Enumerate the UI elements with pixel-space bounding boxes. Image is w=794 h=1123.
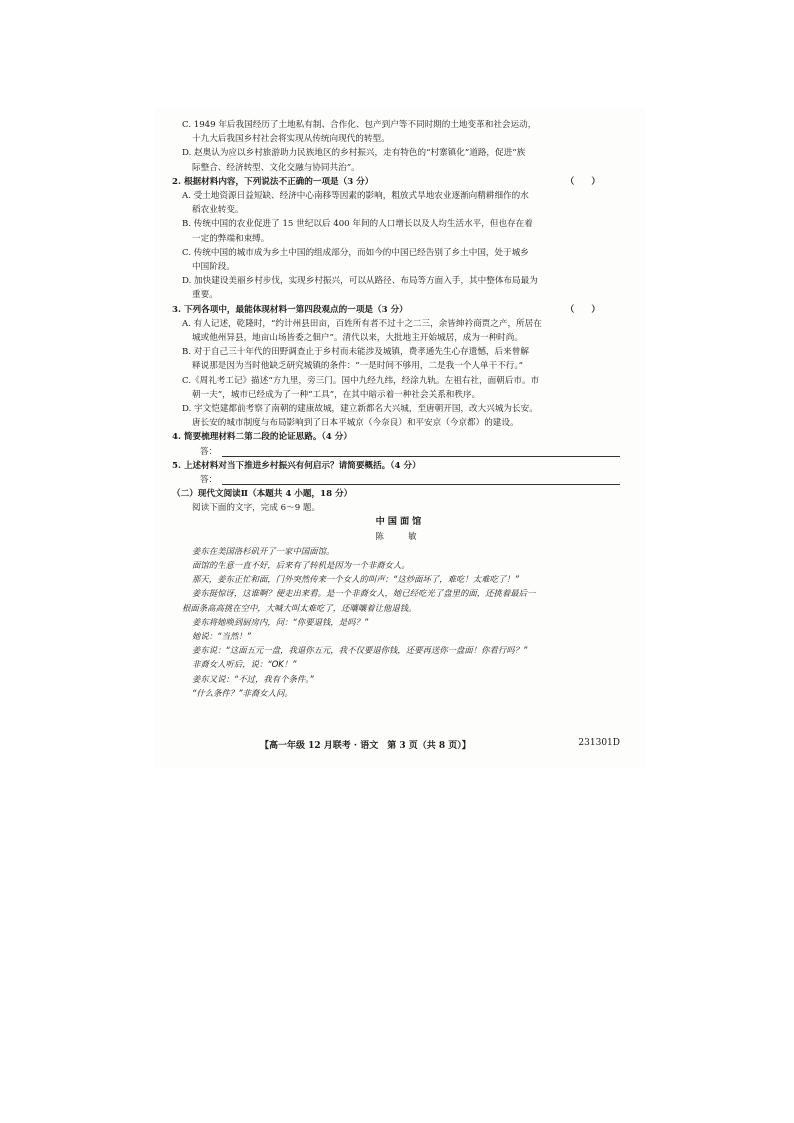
story-title: 中国面馆 xyxy=(375,516,425,528)
story-paragraph: 根面条高高挑在空中，大喊大叫太难吃了，还嚷嚷着让他退钱。 xyxy=(182,602,417,613)
text-line: 际整合、经济转型、文化交融与协同共治”。 xyxy=(192,162,360,173)
question-3-stem xyxy=(170,303,630,317)
answer-bracket: （ ） xyxy=(565,176,600,187)
answer-rule xyxy=(222,456,620,457)
question-3-options xyxy=(170,317,630,431)
text-line: C.《周礼考工记》描述“方九里，旁三门。国中九经九纬，经涂九轨。左祖右社，面朝后市。市 xyxy=(182,375,540,386)
question-5-answer-line[interactable] xyxy=(170,473,630,487)
answer-rule xyxy=(222,484,620,485)
question-3-text: 3. 下列各项中，最能体现材料一第四段观点的一项是（3 分） xyxy=(172,304,408,315)
answer-bracket: （ ） xyxy=(565,304,600,315)
text-line: 稻农业转变。 xyxy=(192,205,244,216)
story-paragraph: “什么条件？”非裔女人问。 xyxy=(192,687,293,698)
text-line: B. 对于自己三十年代的田野调查止于乡村而未能涉及城镇，费孝通先生心存遗憾，后来曾解 xyxy=(182,347,529,358)
text-line: C. 传统中国的城市成为乡土中国的组成部分，而如今的中国已经告别了乡土中国，处于城乡 xyxy=(182,247,529,258)
question-5-stem: 5. 上述材料对当下推进乡村振兴有何启示？请简要概括。（4 分） xyxy=(172,460,421,471)
text-line: A. 受土地资源日益短缺、经济中心南移等因素的影响，粗放式旱地农业逐渐向精耕细作的水 xyxy=(182,191,529,202)
text-line: D. 宇文恺建都前考察了南朝的建康故城，建立新都名大兴城，至唐朝开国，改大兴城为长安。 xyxy=(182,404,538,415)
question-1-options-cd xyxy=(170,118,630,175)
section-2-heading: （二）现代文阅读Ⅱ（本题共 4 小题，18 分） xyxy=(172,488,353,499)
text-line: D. 加快建设美丽乡村步伐，实现乡村振兴，可以从路径、布局等方面入手，其中整体布局最为 xyxy=(182,276,538,287)
text-line: 十九大后我国乡村社会将实现从传统向现代的转型。 xyxy=(192,134,390,145)
text-line: B. 传统中国的农业促进了 15 世纪以后 400 年间的人口增长以及人均生活水平，但也存在着 xyxy=(182,219,533,230)
question-2-text: 2. 根据材料内容，下列说法不正确的一项是（3 分） xyxy=(172,176,374,187)
text-line: 释说那是因为当时他缺乏研究城镇的条件：“一是时间不够用，二是我一个人单干不行。” xyxy=(192,361,524,372)
story-paragraph: 非裔女人听后，说：“OK！” xyxy=(192,659,297,670)
question-2-stem xyxy=(170,175,630,189)
text-line: 重要。 xyxy=(192,290,218,301)
text-line: 朝一夫”，城市已经成为了一种“工具”，在其中暗示着一种社会关系和秩序。 xyxy=(192,389,481,400)
story-paragraph: 那天，姜东正忙和面，门外突然传来一个女人的叫声：“这炒面坏了，难吃！太难吃了！” xyxy=(192,574,519,585)
story-body xyxy=(170,544,630,700)
text-line: 中国阶段。 xyxy=(192,262,235,273)
section-2-instruction: 阅读下面的文字，完成 6～9 题。 xyxy=(192,503,321,514)
question-2-options xyxy=(170,189,630,303)
story-author: 陈 敏 xyxy=(375,531,425,542)
answer-label: 答： xyxy=(200,446,218,457)
text-line: 一定的弊端和束缚。 xyxy=(192,233,270,244)
text-line: D. 赵奥认为应以乡村旅游助力民族地区的乡村振兴，走有特色的“村寨镇化”道路，促进“族 xyxy=(182,148,526,159)
story-paragraph: 面馆的生意一直不好，后来有了转机是因为一个非裔女人。 xyxy=(192,559,410,570)
story-paragraph: 姜东将她唤到厨房内，问：“你要退钱，是吗？” xyxy=(192,616,369,627)
question-4-stem: 4. 简要梳理材料二第二段的论证思路。（4 分） xyxy=(172,432,352,443)
text-line: C. 1949 年后我国经历了土地私有制、合作化、包产到户等不同时期的土地变革和社会运动， xyxy=(182,120,537,130)
story-paragraph: 姜东又说：“不过，我有个条件。” xyxy=(192,673,314,684)
footer-label: 【高一年级 12 月联考 · 语文 第 3 页（共 8 页）】 xyxy=(260,741,471,751)
story-paragraph: 她说：“当然！” xyxy=(192,630,251,641)
question-4-answer-line[interactable] xyxy=(170,445,630,459)
exam-content xyxy=(170,118,630,700)
text-line: 城或他州异县，地亩山场皆委之佃户”。清代以来，大批地主开始城居，成为一种时尚。 xyxy=(192,333,523,344)
story-paragraph: 姜东说：“这面五元一盘，我退你五元，我不仅要退你钱，还要再送你一盘面！你看行吗？” xyxy=(192,645,528,656)
text-line: 唐长安的城市制度与布局影响到了日本平城京（今奈良）和平安京（今京都）的建设。 xyxy=(192,418,519,429)
exam-code: 231301D xyxy=(578,738,620,748)
answer-label: 答： xyxy=(200,474,218,485)
story-paragraph: 姜东在美国洛杉矶开了一家中国面馆。 xyxy=(192,545,335,556)
story-paragraph: 姜东挺惊讶，这谁啊？便走出来看。是一个非裔女人，她已经吃光了盘里的面，还挑着最后一 xyxy=(192,588,536,599)
text-line: A. 有人记述，乾隆时，“约计州县田亩，百姓所有者不过十之二三，余皆绅衿商贾之产，所居在 xyxy=(182,318,542,329)
